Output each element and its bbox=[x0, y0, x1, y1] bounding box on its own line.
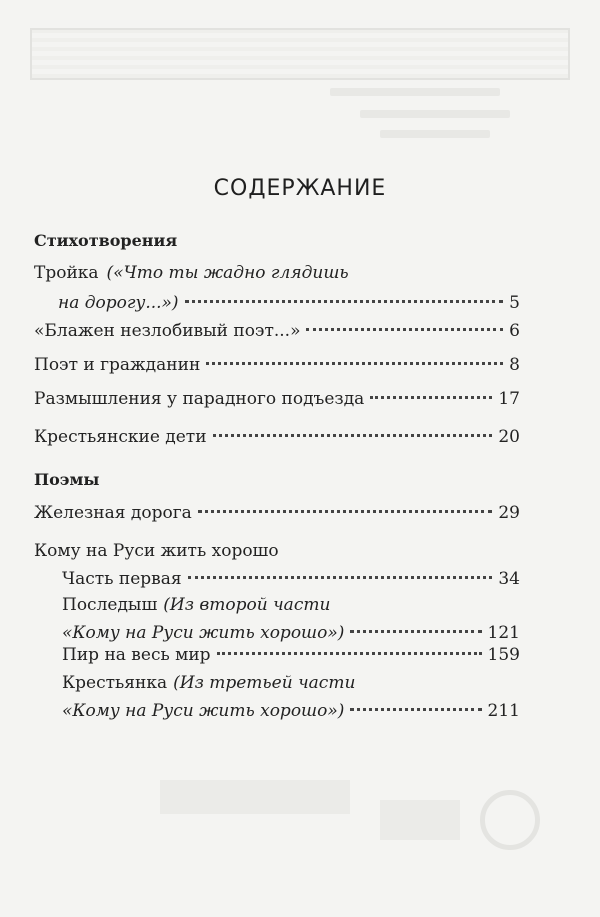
toc-subentry-chast-pervaya[interactable] bbox=[62, 568, 520, 590]
page-number: 34 bbox=[498, 569, 520, 589]
leader-dots bbox=[350, 630, 481, 633]
page-number: 6 bbox=[509, 321, 520, 341]
show-through-line bbox=[330, 88, 500, 96]
leader-dots bbox=[213, 434, 493, 437]
toc-entry-komu[interactable] bbox=[34, 540, 520, 562]
leader-dots bbox=[306, 328, 503, 331]
leader-dots bbox=[350, 708, 481, 711]
toc-subentry-krestyanka[interactable] bbox=[62, 672, 520, 722]
show-through-line bbox=[360, 110, 510, 118]
leader-dots bbox=[185, 300, 504, 303]
show-through-logo bbox=[480, 790, 540, 850]
leader-dots bbox=[370, 396, 492, 399]
entry-title: Последыш bbox=[62, 595, 158, 615]
page-number: 159 bbox=[487, 645, 520, 665]
entry-title: Часть первая bbox=[62, 569, 182, 589]
toc-entry-zheleznaya[interactable] bbox=[34, 502, 520, 524]
show-through-block bbox=[380, 800, 460, 840]
leader-dots bbox=[217, 652, 482, 655]
section-heading-poems: Стихотворения bbox=[34, 231, 178, 250]
entry-title: Размышления у парадного подъезда bbox=[34, 389, 365, 409]
page-title: СОДЕРЖАНИЕ bbox=[213, 176, 387, 201]
page-number: 20 bbox=[498, 427, 520, 447]
toc-subentry-pir[interactable] bbox=[62, 644, 520, 666]
entry-note-cont: на дорогу...») bbox=[58, 293, 179, 313]
entry-title: Поэт и гражданин bbox=[34, 355, 201, 375]
section-heading-poemy: Поэмы bbox=[34, 470, 100, 489]
entry-title: Крестьянские дети bbox=[34, 427, 207, 447]
leader-dots bbox=[198, 510, 493, 513]
toc-subentry-posledysh[interactable] bbox=[62, 594, 520, 644]
entry-title: Кому на Руси жить хорошо bbox=[34, 541, 279, 561]
leader-dots bbox=[206, 362, 503, 365]
entry-title: Пир на весь мир bbox=[62, 645, 211, 665]
leader-dots bbox=[188, 576, 493, 579]
toc-entry-kr-deti[interactable] bbox=[34, 426, 520, 448]
entry-note-cont: «Кому на Руси жить хорошо») bbox=[62, 623, 345, 643]
entry-note: (Из третьей части bbox=[173, 673, 356, 693]
show-through-frame bbox=[30, 28, 570, 80]
entry-title: «Блажен незлобивый поэт...» bbox=[34, 321, 301, 341]
toc-entry-razmyshleniya[interactable] bbox=[34, 388, 520, 410]
toc-entry-blazhen[interactable] bbox=[34, 320, 520, 342]
page-number: 17 bbox=[498, 389, 520, 409]
page-number: 121 bbox=[487, 623, 520, 643]
entry-note: («Что ты жадно глядишь bbox=[106, 263, 349, 283]
page-number: 8 bbox=[509, 355, 520, 375]
toc-entry-troika[interactable] bbox=[34, 262, 520, 314]
page-number: 5 bbox=[509, 293, 520, 313]
toc-entry-poet[interactable] bbox=[34, 354, 520, 376]
page-number: 211 bbox=[487, 701, 520, 721]
entry-title: Железная дорога bbox=[34, 503, 192, 523]
entry-title: Крестьянка bbox=[62, 673, 168, 693]
entry-note-cont: «Кому на Руси жить хорошо») bbox=[62, 701, 345, 721]
page-number: 29 bbox=[498, 503, 520, 523]
show-through-block bbox=[160, 780, 350, 814]
entry-title: Тройка bbox=[34, 263, 99, 283]
entry-note: (Из второй части bbox=[163, 595, 331, 615]
show-through-line bbox=[380, 130, 490, 138]
